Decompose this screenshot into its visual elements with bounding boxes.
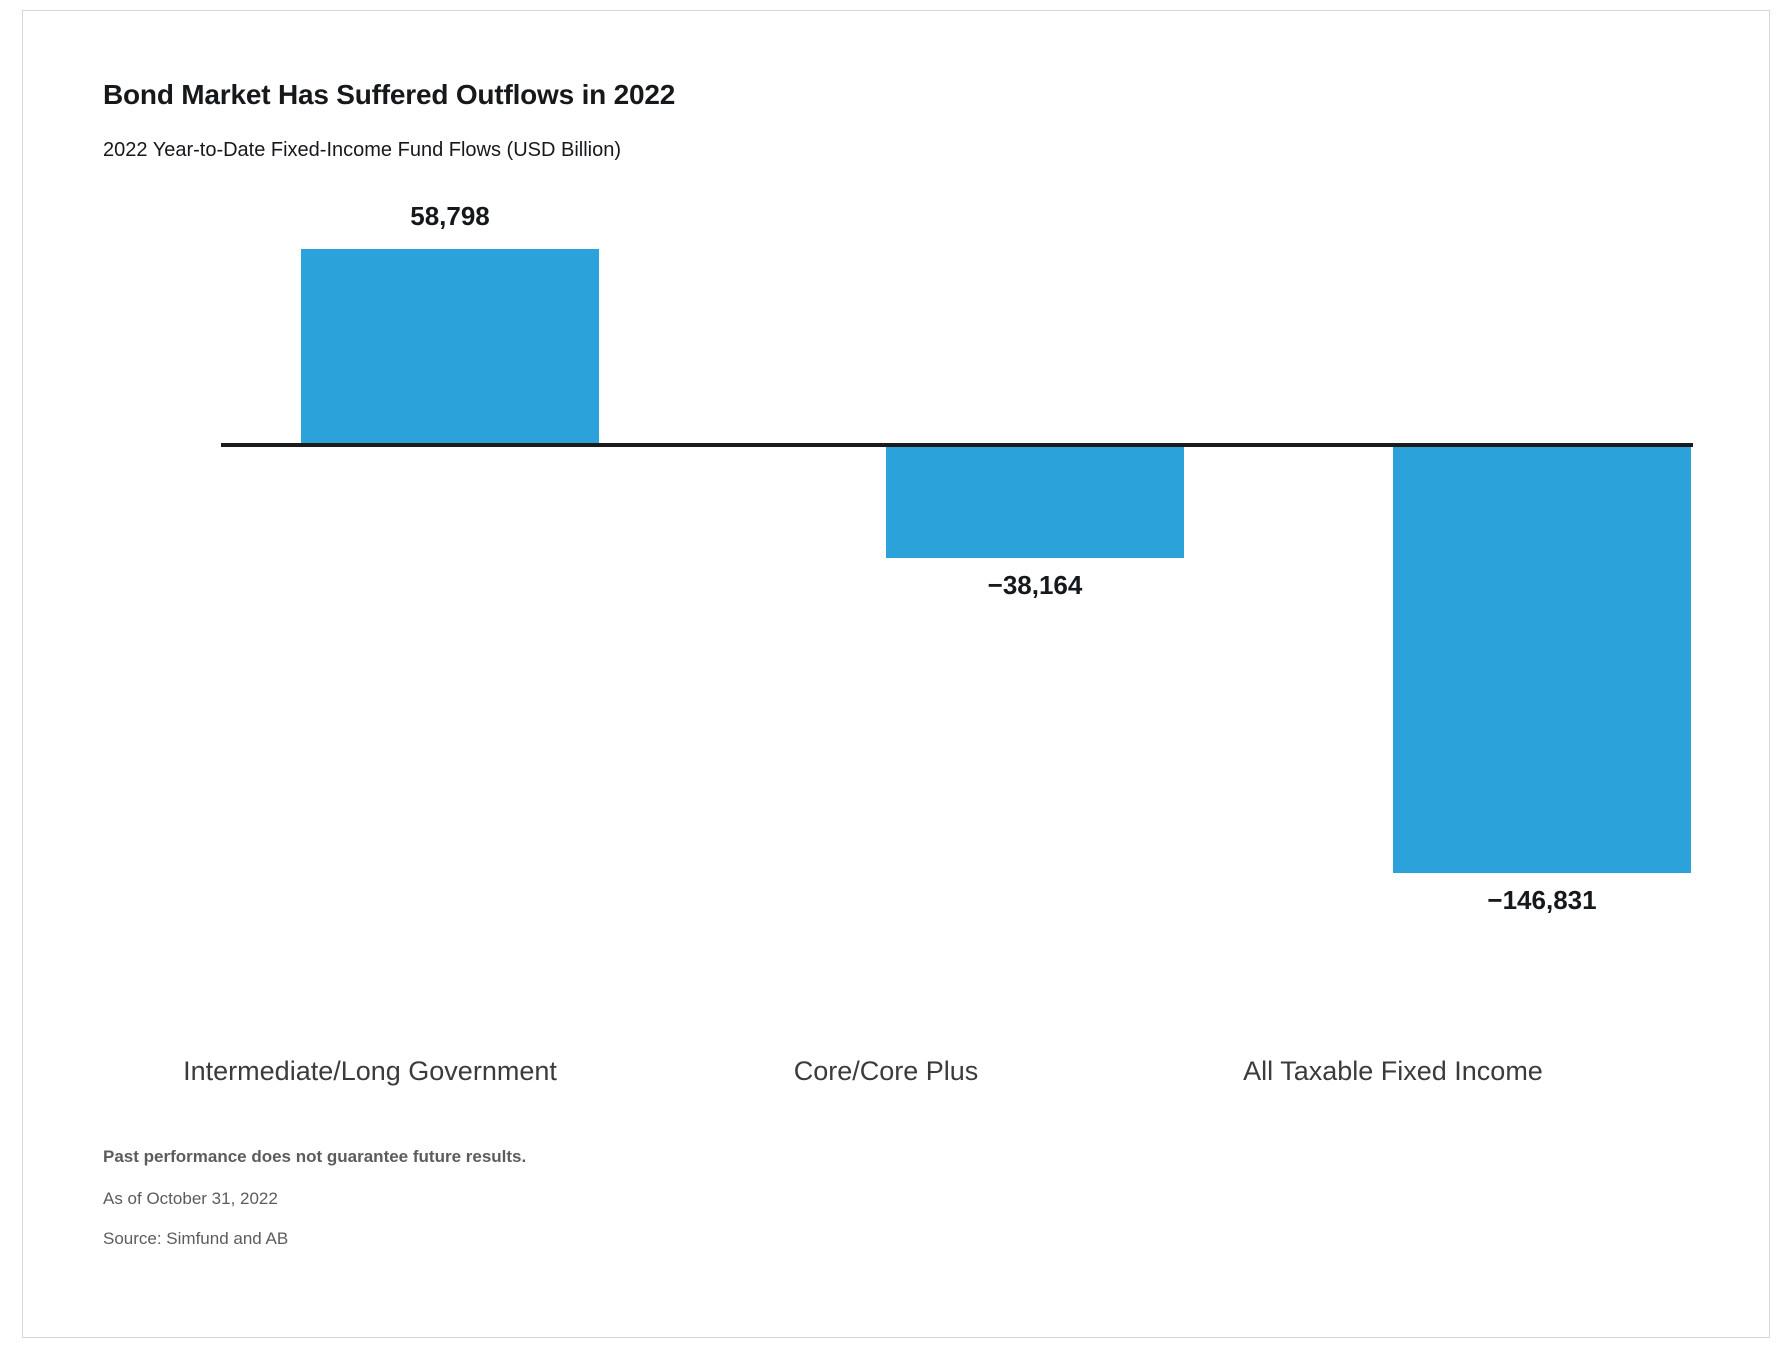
category-label-2: All Taxable Fixed Income <box>1243 1056 1543 1086</box>
bar-value-label-0: 58,798 <box>410 201 490 231</box>
bar-value-label-2: −146,831 <box>1487 885 1597 915</box>
category-label-0: Intermediate/Long Government <box>183 1056 557 1086</box>
bar-intermediate-long-government <box>301 249 599 443</box>
bar-core-core-plus <box>886 447 1184 558</box>
disclaimer-text: Past performance does not guarantee future results. <box>103 1147 527 1166</box>
category-label-1: Core/Core Plus <box>793 1056 979 1086</box>
chart-subtitle: 2022 Year-to-Date Fixed-Income Fund Flows (USD Billion) <box>103 139 621 161</box>
plot-area <box>103 201 1693 1061</box>
bar-all-taxable-fixed-income <box>1393 447 1691 873</box>
chart-card <box>22 10 1770 1338</box>
as-of-date: As of October 31, 2022 <box>103 1189 278 1208</box>
chart-title: Bond Market Has Suffered Outflows in 2022 <box>103 79 676 110</box>
source-text: Source: Simfund and AB <box>103 1229 289 1248</box>
bar-value-label-1: −38,164 <box>987 570 1083 600</box>
zero-axis-line <box>221 443 1693 447</box>
